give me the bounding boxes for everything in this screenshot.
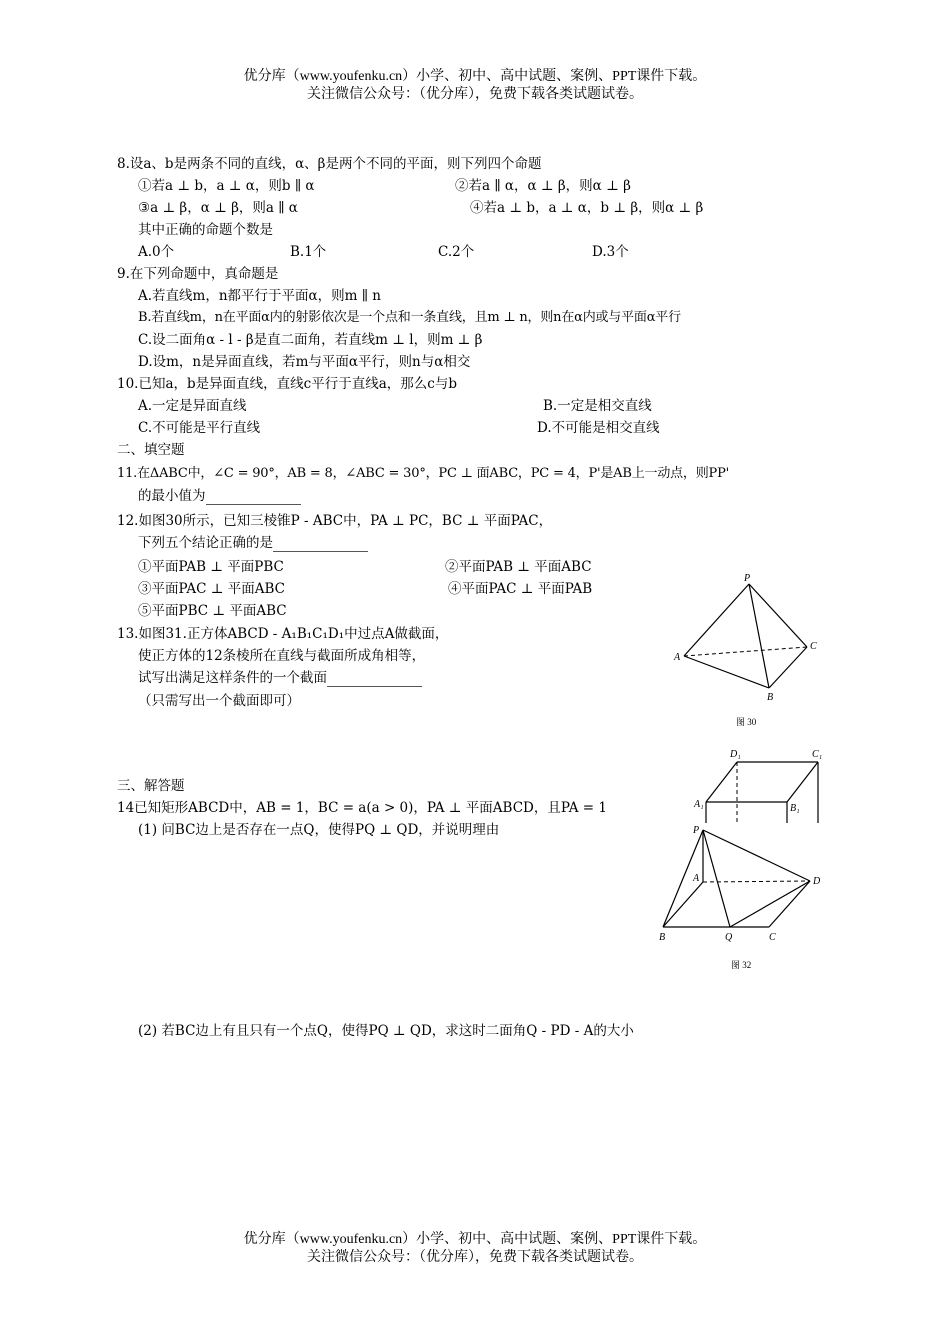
fig32-label-p: P xyxy=(693,825,700,836)
q10-option-c: C.不可能是平行直线 xyxy=(138,420,261,436)
q14-part-2: (2) 若BC边上有且只有一个点Q，使得PQ ⊥ QD，求这时二面角Q - PD - A的大小 xyxy=(138,1023,634,1039)
q13-line-2: 使正方体的12条棱所在直线与截面所成角相等， xyxy=(138,648,426,664)
q11-answer-blank[interactable] xyxy=(206,490,301,505)
edge-qd xyxy=(730,881,810,927)
fig32-caption: 图 32 xyxy=(731,960,752,970)
q8-option-b: B.1个 xyxy=(290,244,327,260)
q8-proposition-1: ①若a ⊥ b，a ⊥ α，则b ∥ α xyxy=(138,178,315,194)
q12-statement-2: ②平面PAB ⊥ 平面ABC xyxy=(445,559,592,575)
q12-line-2-text: 下列五个结论正确的是 xyxy=(138,535,273,551)
edge-ab xyxy=(663,882,703,927)
edge-pb xyxy=(749,584,769,688)
q8-proposition-4: ④若a ⊥ b，a ⊥ α，b ⊥ β，则α ⊥ β xyxy=(470,200,704,216)
q14-stem: 14已知矩形ABCD中，AB = 1，BC = a(a > 0)，PA ⊥ 平面ABCD，且PA = 1 xyxy=(117,800,607,816)
q12-statement-5: ⑤平面PBC ⊥ 平面ABC xyxy=(138,603,287,619)
figure-32 xyxy=(655,820,830,975)
edge-pc xyxy=(749,584,807,647)
fig32-label-a: A xyxy=(693,873,700,884)
section-3-heading: 三、解答题 xyxy=(117,778,185,794)
edge-pd xyxy=(703,830,810,881)
fig30-label-a: A xyxy=(674,652,681,663)
fig31-label-c1: C₁ xyxy=(812,749,823,760)
q9-option-c: C.设二面角α - l - β是直二面角，若直线m ⊥ l，则m ⊥ β xyxy=(138,332,483,348)
q9-option-b: B.若直线m，n在平面α内的射影依次是一个点和一条直线，且m ⊥ n，则n在α内或与平面α平行 xyxy=(138,310,681,325)
fig32-label-b: B xyxy=(659,932,666,943)
q13-answer-blank[interactable] xyxy=(327,672,422,687)
q10-option-b: B.一定是相交直线 xyxy=(543,398,652,414)
q8-stem: 8.设a、b是两条不同的直线，α、β是两个不同的平面，则下列四个命题 xyxy=(117,156,542,172)
section-2-heading: 二、填空题 xyxy=(117,442,185,458)
q8-proposition-3: ③a ⊥ β，α ⊥ β，则a ∥ α xyxy=(138,200,298,216)
fig30-caption: 图 30 xyxy=(736,717,757,727)
q12-line-2 xyxy=(138,534,368,552)
edge-b1c1 xyxy=(787,762,818,802)
q13-line-1: 13.如图31.正方体ABCD - A₁B₁C₁D₁中过点A做截面， xyxy=(117,626,449,642)
q10-stem: 10.已知a，b是异面直线，直线c平行于直线a，那么c与b xyxy=(117,376,457,392)
q8-ask: 其中正确的命题个数是 xyxy=(138,222,273,238)
edge-pa xyxy=(684,584,749,656)
q13-line-4: （只需写出一个截面即可） xyxy=(138,693,300,709)
q14-part-1: (1) 问BC边上是否存在一点Q，使得PQ ⊥ QD，并说明理由 xyxy=(138,822,500,838)
header-line-1: 优分库（www.youfenku.cn）小学、初中、高中试题、案例、PPT课件下载。 xyxy=(243,69,707,84)
edge-ab xyxy=(684,656,769,688)
edge-bc xyxy=(769,647,807,688)
fig31-label-b1: B₁ xyxy=(790,803,800,814)
figure-31 xyxy=(690,745,825,825)
edge-a1d1 xyxy=(706,762,737,802)
edge-cd xyxy=(769,881,810,927)
edge-ad-hidden xyxy=(703,881,810,882)
q11-line-1: 11.在ΔABC中，∠C = 90°，AB = 8，∠ABC = 30°，PC ⊥ 面ABC，PC = 4，P'是AB上一动点，则PP' xyxy=(117,466,729,481)
q11-line-2-text: 的最小值为 xyxy=(138,488,206,504)
q8-proposition-2: ②若a ∥ α，α ⊥ β，则α ⊥ β xyxy=(455,178,631,194)
fig32-label-c: C xyxy=(769,932,776,943)
fig32-label-d: D xyxy=(813,876,821,887)
q9-option-d: D.设m，n是异面直线，若m与平面α平行，则n与α相交 xyxy=(138,354,471,370)
q13-line-3-text: 试写出满足这样条件的一个截面 xyxy=(138,670,327,686)
edge-pq xyxy=(703,830,730,927)
fig31-label-d1: D₁ xyxy=(730,749,741,760)
q10-option-a: A.一定是异面直线 xyxy=(138,398,247,414)
q8-option-d: D.3个 xyxy=(592,244,629,260)
fig31-label-a1: A₁ xyxy=(694,799,704,810)
q8-option-c: C.2个 xyxy=(438,244,475,260)
q13-line-3 xyxy=(138,669,422,687)
header-line-2: 关注微信公众号：（优分库），免费下载各类试题试卷。 xyxy=(307,87,643,102)
q12-answer-blank[interactable] xyxy=(273,537,368,552)
q12-statement-3: ③平面PAC ⊥ 平面ABC xyxy=(138,581,285,597)
q12-statement-1: ①平面PAB ⊥ 平面PBC xyxy=(138,559,284,575)
q11-line-2 xyxy=(138,487,301,505)
q10-option-d: D.不可能是相交直线 xyxy=(537,420,660,436)
q8-option-a: A.0个 xyxy=(138,244,175,260)
fig32-label-q: Q xyxy=(725,932,733,943)
fig30-label-p: P xyxy=(744,573,751,584)
figure-30 xyxy=(670,570,830,735)
q12-statement-4: ④平面PAC ⊥ 平面PAB xyxy=(448,581,593,597)
fig30-label-b: B xyxy=(767,692,774,703)
q9-option-a: A.若直线m，n都平行于平面α，则m ∥ n xyxy=(138,288,381,304)
edge-ac-hidden xyxy=(684,647,807,656)
q9-stem: 9.在下列命题中，真命题是 xyxy=(117,266,279,282)
footer-line-1: 优分库（www.youfenku.cn）小学、初中、高中试题、案例、PPT课件下载。 xyxy=(243,1232,707,1247)
footer-line-2: 关注微信公众号：（优分库），免费下载各类试题试卷。 xyxy=(307,1250,643,1265)
fig30-label-c: C xyxy=(810,641,817,652)
q12-line-1: 12.如图30所示，已知三棱锥P - ABC中，PA ⊥ PC，BC ⊥ 平面PAC， xyxy=(117,513,553,529)
